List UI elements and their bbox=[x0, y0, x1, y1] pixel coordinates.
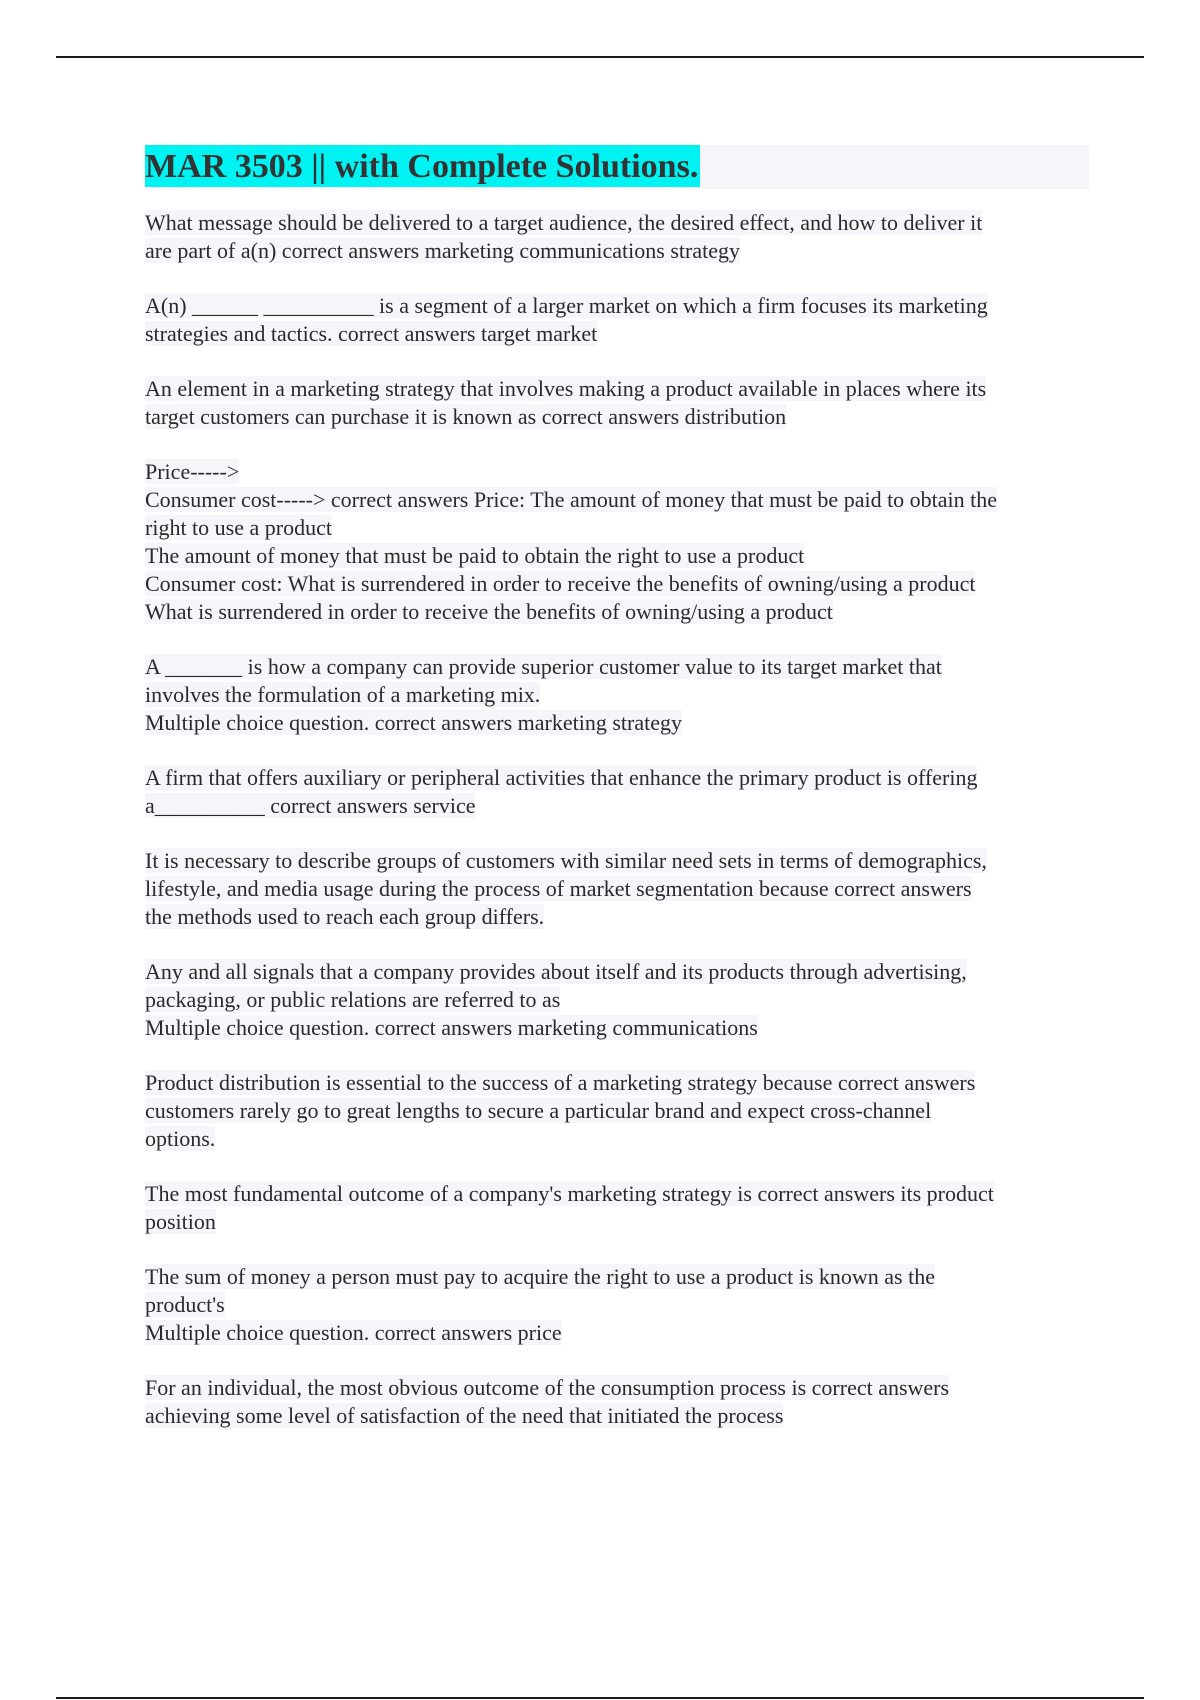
qa-line bbox=[145, 542, 1089, 570]
qa-line-text: achieving some level of satisfaction of the need that initiated the process bbox=[145, 1403, 784, 1428]
qa-line bbox=[145, 1263, 1089, 1291]
qa-line bbox=[145, 1402, 1089, 1430]
qa-line bbox=[145, 875, 1089, 903]
qa-line bbox=[145, 598, 1089, 626]
qa-line-text: The amount of money that must be paid to obtain the right to use a product bbox=[145, 543, 805, 568]
qa-line bbox=[145, 1291, 1089, 1319]
qa-line bbox=[145, 458, 1089, 486]
qa-line-text: A firm that offers auxiliary or peripheral activities that enhance the primary product is offering bbox=[145, 765, 978, 790]
qa-line-text: For an individual, the most obvious outcome of the consumption process is correct answers bbox=[145, 1375, 950, 1400]
qa-line-text: right to use a product bbox=[145, 515, 332, 540]
qa-line bbox=[145, 903, 1089, 931]
qa-line bbox=[145, 237, 1089, 265]
qa-line-text: target customers can purchase it is known as correct answers distribution bbox=[145, 404, 787, 429]
qa-line bbox=[145, 209, 1089, 237]
qa-line-text: A(n) ______ __________ is a segment of a larger market on which a firm focuses its marketing bbox=[145, 293, 988, 318]
qa-item bbox=[145, 375, 1089, 431]
qa-line-text: Price-----> bbox=[145, 459, 240, 484]
qa-line bbox=[145, 792, 1089, 820]
qa-line-text: packaging, or public relations are referred to as bbox=[145, 987, 561, 1012]
qa-line-text: the methods used to reach each group differs. bbox=[145, 904, 545, 929]
qa-line-text: Consumer cost: What is surrendered in order to receive the benefits of owning/using a product bbox=[145, 571, 976, 596]
qa-line bbox=[145, 1125, 1089, 1153]
qa-line bbox=[145, 1180, 1089, 1208]
qa-line-text: A _______ is how a company can provide superior customer value to its target market that bbox=[145, 654, 942, 679]
qa-line-text: product's bbox=[145, 1292, 225, 1317]
qa-line bbox=[145, 653, 1089, 681]
qa-line-text: position bbox=[145, 1209, 216, 1234]
qa-item bbox=[145, 847, 1089, 931]
qa-line-text: Any and all signals that a company provides about itself and its products through advertising, bbox=[145, 959, 967, 984]
title-band bbox=[145, 145, 1089, 189]
qa-line bbox=[145, 847, 1089, 875]
qa-line bbox=[145, 486, 1089, 514]
qa-line-text: strategies and tactics. correct answers target market bbox=[145, 321, 598, 346]
qa-line-text: lifestyle, and media usage during the process of market segmentation because correct answers bbox=[145, 876, 972, 901]
qa-line bbox=[145, 514, 1089, 542]
qa-line bbox=[145, 1097, 1089, 1125]
qa-line-text: Product distribution is essential to the success of a marketing strategy because correct answers bbox=[145, 1070, 976, 1095]
qa-item bbox=[145, 1374, 1089, 1430]
qa-line-text: customers rarely go to great lengths to secure a particular brand and expect cross-channel bbox=[145, 1098, 932, 1123]
qa-line bbox=[145, 1374, 1089, 1402]
qa-line bbox=[145, 681, 1089, 709]
qa-item bbox=[145, 292, 1089, 348]
qa-line-text: What message should be delivered to a target audience, the desired effect, and how to deliver it bbox=[145, 210, 983, 235]
qa-line bbox=[145, 320, 1089, 348]
qa-line bbox=[145, 1069, 1089, 1097]
qa-item bbox=[145, 1180, 1089, 1236]
qa-item bbox=[145, 958, 1089, 1042]
qa-line-text: It is necessary to describe groups of customers with similar need sets in terms of demographics, bbox=[145, 848, 987, 873]
qa-line-text: a__________ correct answers service bbox=[145, 793, 476, 818]
qa-line bbox=[145, 570, 1089, 598]
qa-item bbox=[145, 458, 1089, 626]
qa-line-text: are part of a(n) correct answers marketing communications strategy bbox=[145, 238, 740, 263]
qa-line-text: An element in a marketing strategy that involves making a product available in places where its bbox=[145, 376, 987, 401]
qa-line-text: options. bbox=[145, 1126, 216, 1151]
qa-line bbox=[145, 292, 1089, 320]
qa-line bbox=[145, 958, 1089, 986]
qa-line bbox=[145, 986, 1089, 1014]
qa-line-text: The most fundamental outcome of a company's marketing strategy is correct answers its product bbox=[145, 1181, 994, 1206]
header-rule bbox=[56, 56, 1144, 58]
qa-list bbox=[145, 209, 1089, 1430]
qa-item bbox=[145, 1069, 1089, 1153]
qa-line-text: involves the formulation of a marketing mix. bbox=[145, 682, 541, 707]
qa-line-text: Multiple choice question. correct answers marketing communications bbox=[145, 1015, 758, 1040]
qa-line bbox=[145, 709, 1089, 737]
qa-line-text: The sum of money a person must pay to acquire the right to use a product is known as the bbox=[145, 1264, 935, 1289]
qa-line bbox=[145, 403, 1089, 431]
qa-line-text: What is surrendered in order to receive the benefits of owning/using a product bbox=[145, 599, 833, 624]
qa-line-text: Multiple choice question. correct answers marketing strategy bbox=[145, 710, 682, 735]
footer-rule bbox=[56, 1697, 1144, 1699]
qa-line-text: Multiple choice question. correct answers price bbox=[145, 1320, 562, 1345]
qa-line-text: Consumer cost-----> correct answers Price: The amount of money that must be paid to obtain the bbox=[145, 487, 998, 512]
document-title: MAR 3503 || with Complete Solutions. bbox=[145, 145, 700, 187]
qa-line bbox=[145, 1014, 1089, 1042]
qa-line bbox=[145, 764, 1089, 792]
qa-item bbox=[145, 653, 1089, 737]
qa-item bbox=[145, 209, 1089, 265]
document-body bbox=[145, 145, 1089, 1457]
qa-line bbox=[145, 1208, 1089, 1236]
qa-item bbox=[145, 764, 1089, 820]
qa-line bbox=[145, 375, 1089, 403]
qa-line bbox=[145, 1319, 1089, 1347]
qa-item bbox=[145, 1263, 1089, 1347]
